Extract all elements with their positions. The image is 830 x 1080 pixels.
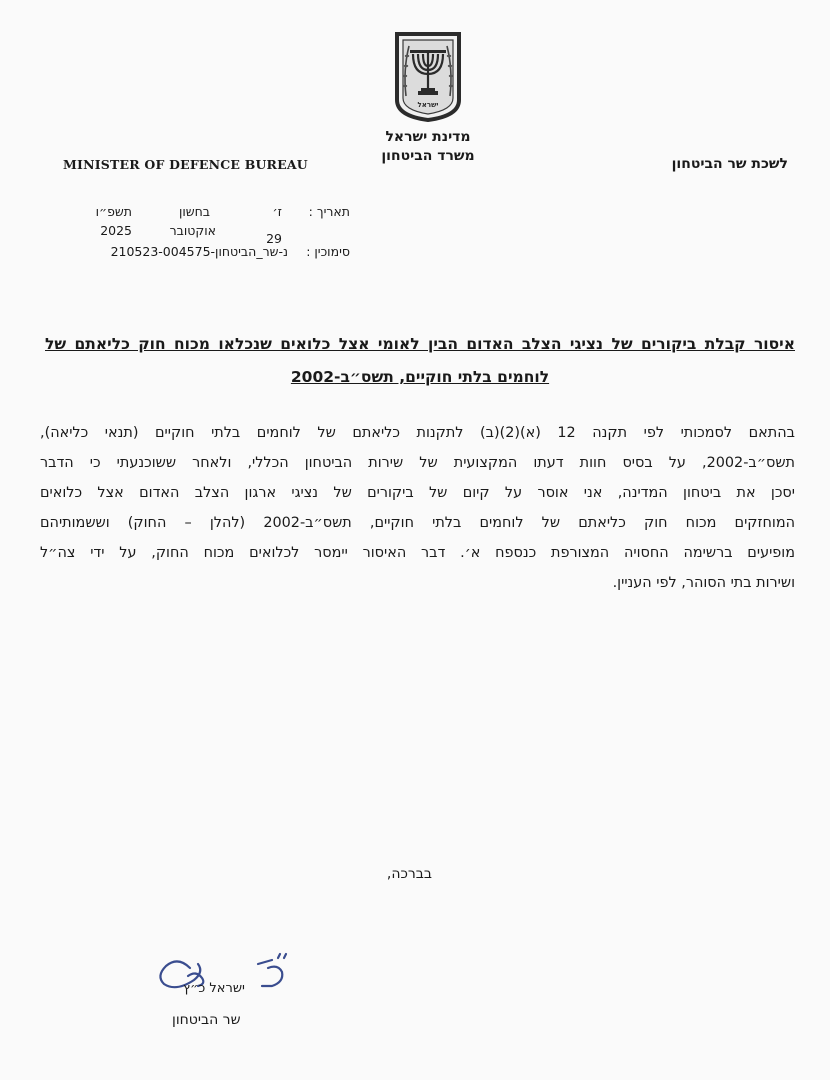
- closing-salutation: בברכה,: [386, 866, 432, 882]
- reference-label: סימוכין :: [306, 244, 350, 259]
- signatory-name: ישראל כ״ץ: [183, 981, 245, 996]
- body-line: המוחזקים מכוח חוק כליאתם של לוחמים בלתי חוקיים, תשס״ב-2002 (להלן – החוק) וששמותיהם: [40, 515, 795, 531]
- state-name: מדינת ישראל: [385, 129, 471, 145]
- date-row-gregorian: [60, 220, 350, 246]
- emblem-caption: ישראל: [417, 101, 439, 109]
- date-month-hebrew: בחשון: [178, 204, 210, 219]
- body-line: תשס״ב-2002, על בסיס חוות דעתו המקצועית של שירות הביטחון הכללי, ולאחר ששוכנעתי כי הדבר: [40, 455, 795, 471]
- date-label: תאריך :: [308, 204, 350, 219]
- letter-body: [40, 418, 795, 598]
- letterhead-title: [378, 128, 478, 166]
- body-line: יסכן את ביטחון המדינה, אני אוסר על קיום של ביקורים של נציגי ארגון הצלב האדום אצל כלואים: [40, 485, 795, 501]
- letter-meta: [60, 203, 350, 260]
- body-line: ושירות בתי הסוהר, לפי העניין.: [612, 575, 795, 591]
- date-greg-year: 2025: [100, 223, 132, 238]
- reference-row: [60, 243, 350, 260]
- subject-line-1: איסור קבלת ביקורים של נציגי הצלב האדום הבין לאומי אצל כלואים שנכלאו מכוח חוק כליאתם של: [45, 335, 795, 353]
- date-row-hebrew: [60, 203, 350, 220]
- letter-subject: [45, 328, 795, 394]
- bureau-name-hebrew: לשכת שר הביטחון: [671, 156, 788, 172]
- date-year-hebrew: תשפ״ו: [95, 204, 132, 219]
- state-emblem-icon: [393, 30, 463, 122]
- ministry-name: משרד הביטחון: [381, 148, 475, 164]
- signatory-title: שר הביטחון: [172, 1012, 241, 1028]
- body-line: בהתאם לסמכותי לפי תקנה 12 (א)(2)(ב) לתקנות כליאתם של לוחמים בלתי חוקיים (תנאי כליאה),: [40, 425, 795, 441]
- body-line: מופיעים ברשימה החסויה המצורפת כנספח א׳. דבר האיסור יימסר לכלואים מכוח החוק, על ידי צה״ל: [40, 545, 795, 561]
- subject-line-2: לוחמים בלתי חוקיים, תשס״ב-2002: [290, 368, 550, 386]
- reference-value: נ-שר_הביטחון-210523-004575: [110, 244, 288, 259]
- date-greg-day: 29: [266, 231, 282, 246]
- date-greg-month: אוקטובר: [169, 223, 216, 238]
- date-day: ז׳: [272, 204, 282, 219]
- bureau-name-english: MINISTER OF DEFENCE BUREAU: [63, 157, 308, 172]
